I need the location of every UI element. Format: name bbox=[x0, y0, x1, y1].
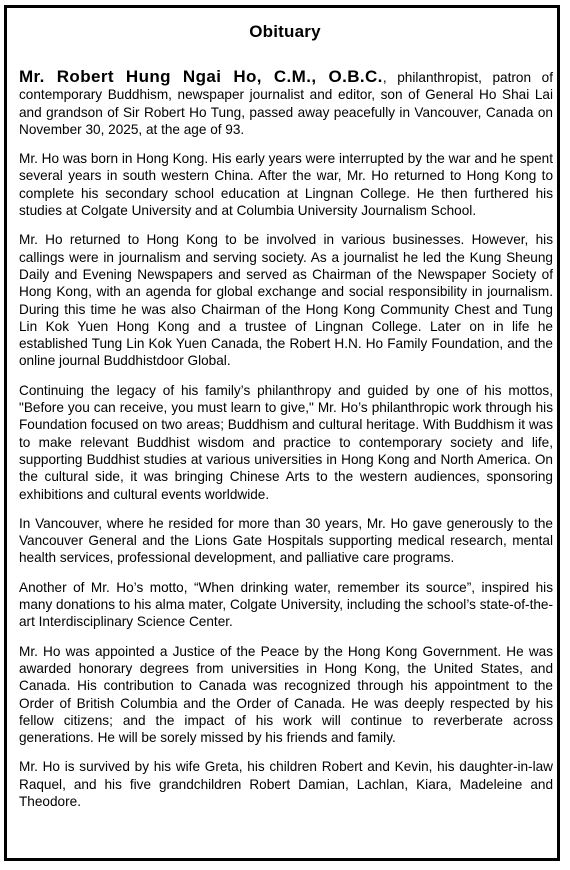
obituary-body bbox=[19, 68, 553, 822]
paragraph-survivors: Mr. Ho is survived by his wife Greta, his children Robert and Kevin, his daughter-in-law Raquel, and his five grandchildren Robert Damian, Lachlan, Kiara, Madeleine and Theodore. bbox=[19, 759, 553, 809]
paragraph-honours: Mr. Ho was appointed a Justice of the Peace by the Hong Kong Government. He was awarded honorary degrees from universities in Hong Kong, the United States, and Canada. His contribution to Canada was recognized through his appointment to the Order of British Columbia and the Order of Canada. He was deeply respected by his fellow citizens; and the impact of his work will continue to reverberate across generations. He will be sorely missed by his friends and family. bbox=[19, 643, 553, 746]
paragraph-intro-text: , philanthropist, patron of contemporary Buddhism, newspaper journalist and editor, son of General Ho Shai Lai and grandson of Sir Robert Ho Tung, passed away peacefully in Vancouver, Canada on November 30, 2025, at the age of 93. bbox=[19, 70, 553, 137]
paragraph-vancouver: In Vancouver, where he resided for more than 30 years, Mr. Ho gave generously to the Vancouver General and the Lions Gate Hospitals supporting medical research, mental health services, professional development, and palliative care programs. bbox=[19, 515, 553, 566]
page-title: Obituary bbox=[249, 22, 321, 41]
paragraph-early-life: Mr. Ho was born in Hong Kong. His early years were interrupted by the war and he spent several years in south western China. After the war, Mr. Ho returned to Hong Kong to complete his secondary school education at Lingnan College. He then furthered his studies at Colgate University and at Columbia University Journalism School. bbox=[19, 151, 553, 219]
paragraph-philanthropy: Continuing the legacy of his family’s philanthropy and guided by one of his mottos, "Before you can receive, you must learn to give," Mr. Ho’s philanthropic work through his Foundation focused on two areas; Buddhism and cultural heritage. With Buddhism it was to make relevant Buddhist wisdom and practice to contemporary society and life, supporting Buddhist studies at various universities in Hong Kong and North America. On the cultural side, it was bringing Chinese Arts to the western audiences, sponsoring exhibitions and cultural events worldwide. bbox=[19, 382, 553, 502]
paragraph-colgate: Another of Mr. Ho’s motto, “When drinking water, remember its source”, inspired his many donations to his alma mater, Colgate University, including the school’s state-of-the-art Interdisciplinary Science Center. bbox=[19, 579, 553, 630]
paragraph-career: Mr. Ho returned to Hong Kong to be involved in various businesses. However, his callings were in journalism and serving society. As a journalist he led the Kung Sheung Daily and Evening Newspapers and served as Chairman of the Newspaper Society of Hong Kong, with an agenda for global exchange and social responsibility in journalism. During this time he was also Chairman of the Hong Kong Community Chest and Tung Lin Kok Yuen Hong Kong and a trustee of Lingnan College. Later on in life he established Tung Lin Kok Yuen Canada, the Robert H.N. Ho Family Foundation, and the online journal Buddhistdoor Global. bbox=[19, 232, 553, 369]
paragraph-intro bbox=[19, 68, 553, 138]
deceased-name: Mr. Robert Hung Ngai Ho, C.M., O.B.C. bbox=[19, 67, 383, 86]
